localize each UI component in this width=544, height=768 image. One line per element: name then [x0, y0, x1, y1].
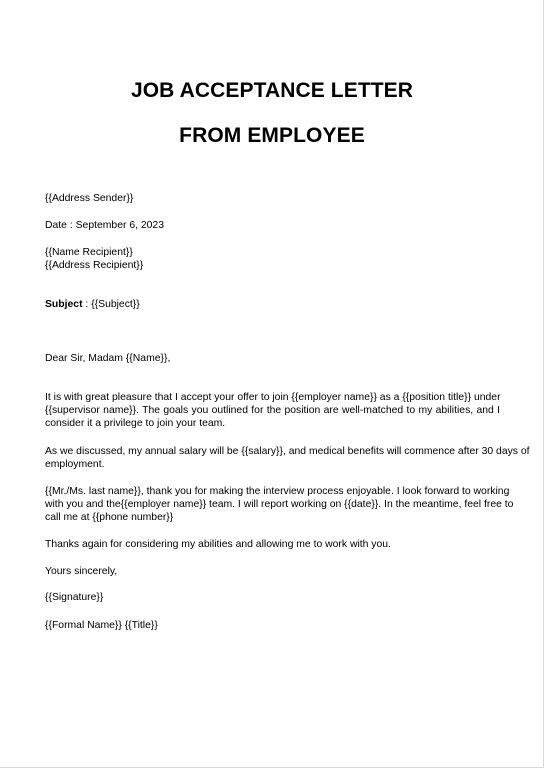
paragraph-line: with you and the{{employer name}} team. I will report working on {{date}}. In the meantime, feel free to	[45, 499, 514, 511]
paragraph-line: {{supervisor name}}. The goals you outlined for the position are well-matched to my abilities, and I	[45, 405, 500, 417]
paragraph-closing-thanks: Thanks again for considering my abilities and allowing me to work with you.	[45, 539, 391, 550]
address-sender: {{Address Sender}}	[45, 193, 134, 204]
paragraph-line: As we discussed, my annual salary will be {{salary}}, and medical benefits will commence after 30 days of	[45, 446, 530, 457]
paragraph-line: consider it a privilege to join your team.	[45, 418, 226, 430]
paragraph-acceptance	[45, 391, 500, 431]
salutation: Dear Sir, Madam {{Name}},	[45, 353, 171, 364]
paragraph-thanks-interview	[45, 485, 514, 525]
formal-name-title: {{Formal Name}} {{Title}}	[45, 620, 158, 631]
document-title-line-1: JOB ACCEPTANCE LETTER	[130, 79, 414, 102]
closing: Yours sincerely,	[45, 566, 118, 577]
name-recipient: {{Name Recipient}}	[45, 247, 133, 258]
subject-line	[45, 298, 140, 311]
paragraph-salary	[45, 445, 530, 471]
signature-placeholder: {{Signature}}	[45, 592, 104, 603]
subject-value: : {{Subject}}	[82, 299, 140, 310]
subject-label: Subject	[45, 299, 83, 310]
paragraph-line: employment.	[45, 459, 105, 471]
paragraph-line: {{Mr./Ms. last name}}, thank you for making the interview process enjoyable. I look forward to working	[45, 486, 510, 497]
date-line: Date : September 6, 2023	[45, 220, 164, 231]
paragraph-line: call me at {{phone number}}	[45, 512, 174, 524]
document-title-line-2: FROM EMPLOYEE	[179, 124, 365, 147]
address-recipient: {{Address Recipient}}	[45, 260, 144, 271]
paragraph-line: It is with great pleasure that I accept your offer to join {{employer name}} as a {{position title}} under	[45, 392, 501, 403]
